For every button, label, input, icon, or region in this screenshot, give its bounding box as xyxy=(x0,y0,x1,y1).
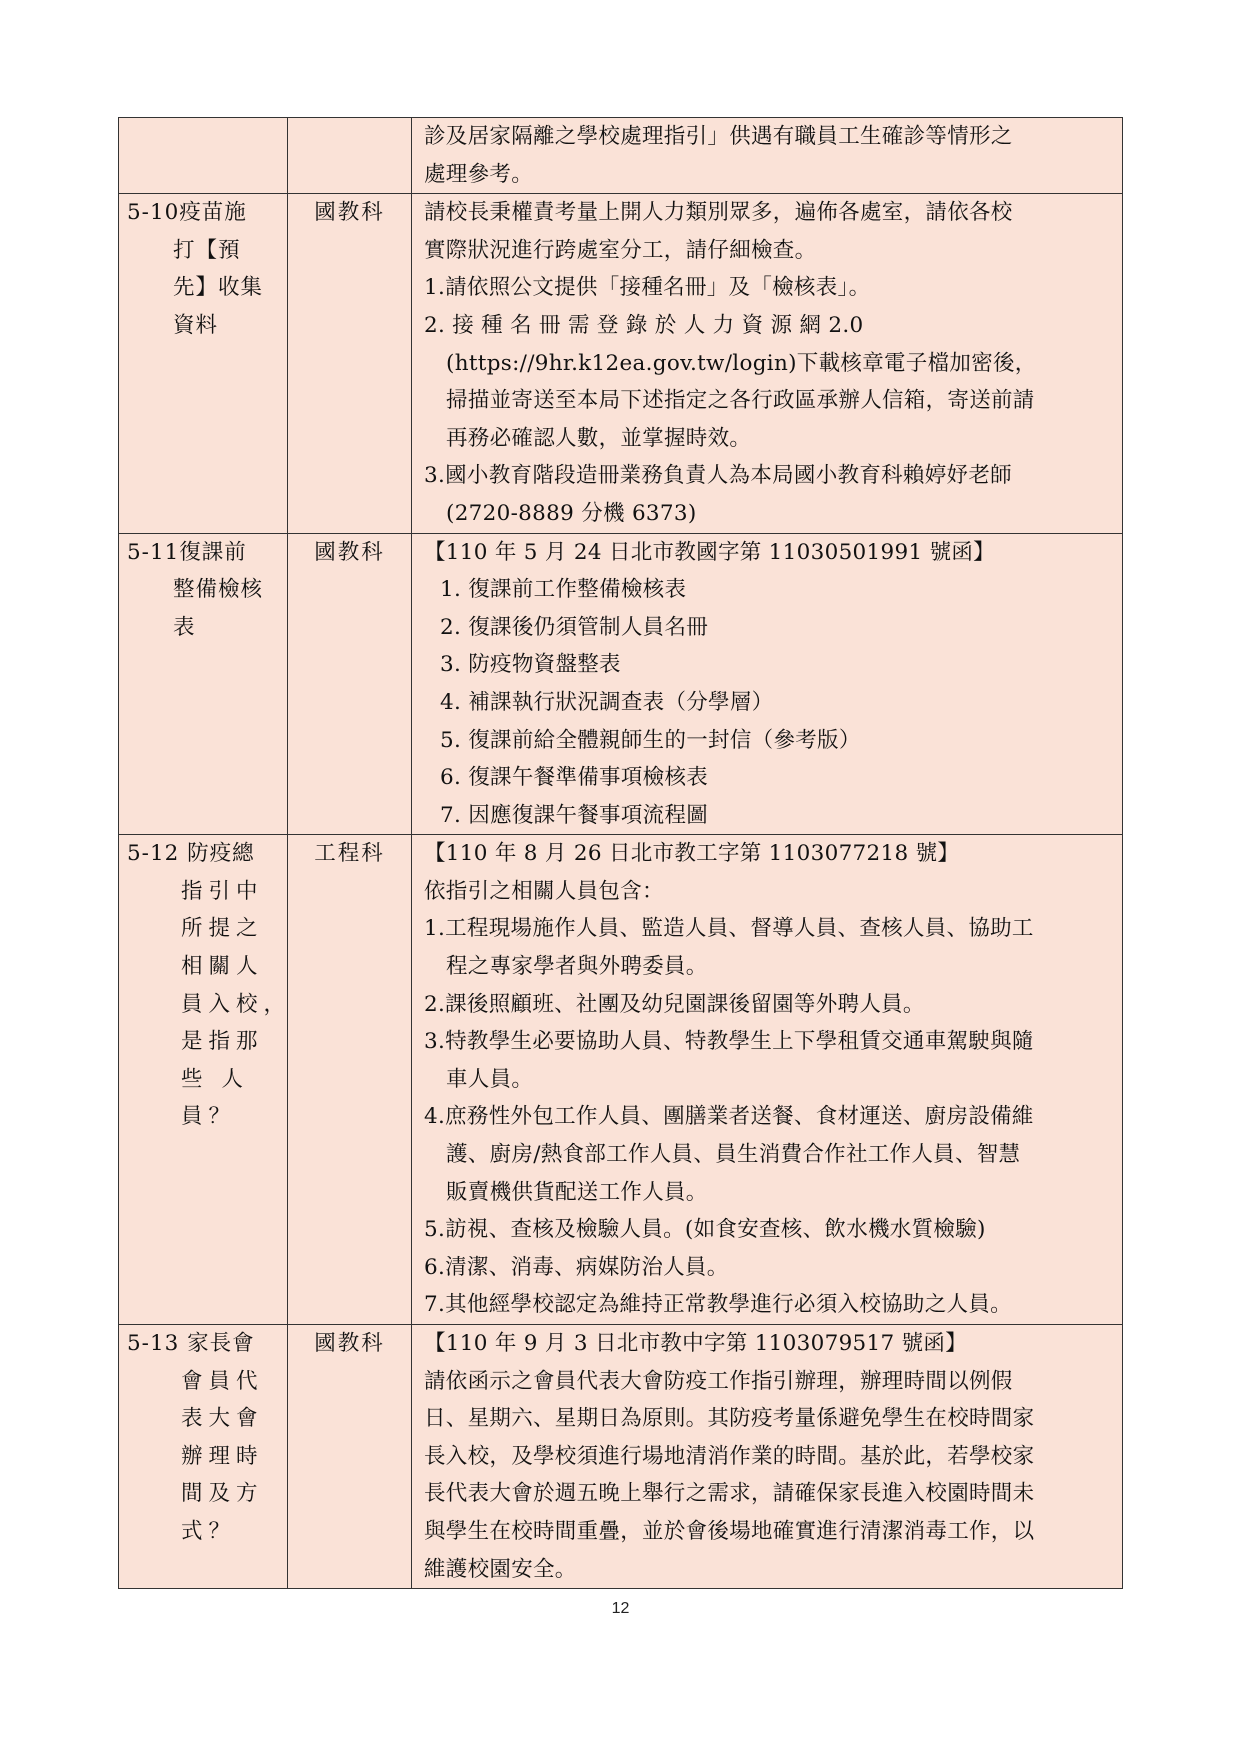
content-line: (2720-8889 分機 6373) xyxy=(446,500,697,526)
content-line: 車人員。 xyxy=(446,1066,534,1092)
content-line: 實際狀況進行跨處室分工，請仔細檢查。 xyxy=(424,237,817,263)
table-row xyxy=(119,835,1123,1325)
topic-cell xyxy=(119,194,288,533)
topic-cell xyxy=(119,1325,288,1589)
content-line: 長代表大會於週五晚上舉行之需求，請確保家長進入校園時間未 xyxy=(424,1481,1035,1507)
content-line: 6. 復課午餐準備事項檢核表 xyxy=(440,765,709,791)
topic-line: 員？ xyxy=(181,1104,237,1130)
content-line: 再務必確認人數，並掌握時效。 xyxy=(446,425,752,451)
topic-line: 些 人 xyxy=(181,1066,249,1092)
content-cell xyxy=(412,1325,1123,1589)
unit-cell: 工程科 xyxy=(288,835,412,1325)
content-line: 依指引之相關人員包含： xyxy=(424,878,664,904)
topic-line: 表 xyxy=(173,614,196,640)
content-line: 2. 復課後仍須管制人員名冊 xyxy=(440,614,709,640)
content-line: 7.其他經學校認定為維持正常教學進行必須入校協助之人員。 xyxy=(424,1292,1012,1318)
content-line: 6.清潔、消毒、病媒防治人員。 xyxy=(424,1254,729,1280)
content-line: 維護校園安全。 xyxy=(424,1556,577,1582)
content-line: (https://9hr.k12ea.gov.tw/login)下載核章電子檔加密後， xyxy=(446,350,1037,376)
content-line: 3.特教學生必要協助人員、特教學生上下學租賃交通車駕駛與隨 xyxy=(424,1029,1034,1055)
content-line: 掃描並寄送至本局下述指定之各行政區承辦人信箱，寄送前請 xyxy=(446,388,1035,414)
content-line: 4. 補課執行狀況調查表（分學層） xyxy=(440,689,774,715)
topic-line: 間及方 xyxy=(181,1481,264,1507)
content-line: 診及居家隔離之學校處理指引」供遇有職員工生確診等情形之 xyxy=(424,124,1013,149)
unit-cell: 國教科 xyxy=(288,194,412,533)
content-line: 【110 年 8 月 26 日北市教工字第 1103077218 號】 xyxy=(424,841,960,867)
topic-cell xyxy=(119,118,288,194)
page-number: 12 xyxy=(611,1600,630,1617)
topic-line: 資料 xyxy=(173,312,219,338)
topic-cell xyxy=(119,533,288,835)
topic-line: 相關人 xyxy=(181,954,264,980)
content-cell xyxy=(412,118,1123,194)
content-line: 請校長秉權責考量上開人力類別眾多，遍佈各處室，請依各校 xyxy=(424,200,1013,226)
content-line: 1.工程現場施作人員、監造人員、督導人員、查核人員、協助工 xyxy=(424,916,1034,942)
topic-line: 是指那 xyxy=(181,1029,264,1055)
content-line: 請依函示之會員代表大會防疫工作指引辦理，辦理時間以例假 xyxy=(424,1368,1013,1394)
table-row xyxy=(119,1325,1123,1589)
content-line: 處理參考。 xyxy=(424,161,534,187)
content-line: 4.庶務性外包工作人員、團膳業者送餐、食材運送、廚房設備維 xyxy=(424,1104,1034,1130)
topic-line: 打【預 xyxy=(173,237,241,263)
unit-cell: 國教科 xyxy=(288,533,412,835)
content-cell xyxy=(412,835,1123,1325)
content-cell xyxy=(412,194,1123,533)
unit-cell: 國教科 xyxy=(288,1325,412,1589)
content-line: 【110 年 5 月 24 日北市教國字第 11030501991 號函】 xyxy=(424,539,995,565)
topic-line: 5-11復課前 xyxy=(127,539,247,565)
content-line: 日、星期六、星期日為原則。其防疫考量係避免學生在校時間家 xyxy=(424,1406,1035,1432)
faq-table xyxy=(118,117,1123,1589)
content-line: 2.課後照顧班、社團及幼兒園課後留園等外聘人員。 xyxy=(424,991,925,1017)
content-line: 【110 年 9 月 3 日北市教中字第 1103079517 號函】 xyxy=(424,1331,968,1356)
content-line: 長入校，及學校須進行場地清消作業的時間。基於此，若學校家 xyxy=(424,1443,1035,1469)
content-line: 5. 復課前給全體親師生的一封信（參考版） xyxy=(440,727,861,753)
topic-line: 式？ xyxy=(181,1518,237,1544)
topic-line: 整備檢核 xyxy=(173,577,264,603)
table-row xyxy=(119,533,1123,835)
topic-line: 指引中 xyxy=(181,878,264,904)
content-line: 5.訪視、查核及檢驗人員。(如食安查核、飲水機水質檢驗) xyxy=(424,1217,986,1243)
topic-line: 所提之 xyxy=(181,916,264,942)
unit-cell xyxy=(288,118,412,194)
topic-line: 員入校， xyxy=(181,991,292,1017)
content-line: 7. 因應復課午餐事項流程圖 xyxy=(440,802,709,828)
content-line: 1.請依照公文提供「接種名冊」及「檢核表」。 xyxy=(424,275,871,301)
content-line: 2. 接 種 名 冊 需 登 錄 於 人 力 資 源 網 2.0 xyxy=(424,312,864,338)
topic-line: 先】收集 xyxy=(173,275,264,301)
content-line: 3.國小教育階段造冊業務負責人為本局國小教育科賴婷妤老師 xyxy=(424,463,1012,489)
content-line: 護、廚房/熱食部工作人員、員生消費合作社工作人員、智慧 xyxy=(446,1142,1021,1168)
table-row xyxy=(119,194,1123,533)
topic-line: 5-13 家長會 xyxy=(127,1331,255,1356)
content-line: 程之專家學者與外聘委員。 xyxy=(446,954,708,980)
content-cell xyxy=(412,533,1123,835)
content-line: 3. 防疫物資盤整表 xyxy=(440,652,621,678)
topic-line: 會員代 xyxy=(181,1368,264,1394)
topic-line: 5-12 防疫總 xyxy=(127,841,255,867)
topic-line: 表大會 xyxy=(181,1406,264,1432)
topic-cell xyxy=(119,835,292,1325)
table-row xyxy=(119,118,1123,194)
content-line: 與學生在校時間重疊，並於會後場地確實進行清潔消毒工作，以 xyxy=(424,1518,1035,1544)
topic-line: 5-10疫苗施 xyxy=(127,200,247,226)
content-line: 1. 復課前工作整備檢核表 xyxy=(440,577,687,603)
topic-line: 辦理時 xyxy=(181,1443,264,1469)
content-line: 販賣機供貨配送工作人員。 xyxy=(446,1179,708,1205)
